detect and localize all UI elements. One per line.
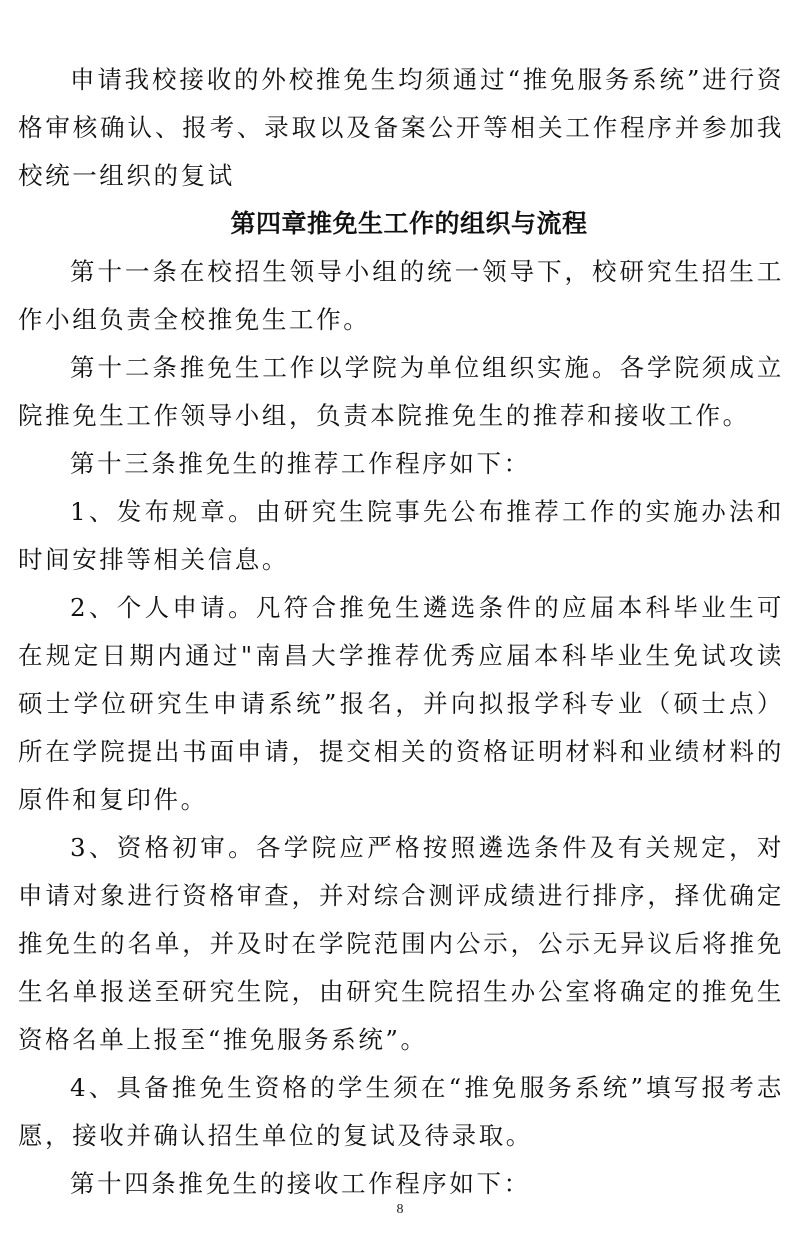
paragraph-item-4: 4、具备推免生资格的学生须在“推免服务系统”填写报考志愿，接收并确认招生单位的复试及待录取。	[18, 1073, 784, 1150]
paragraph-item-1: 1、发布规章。由研究生院事先公布推荐工作的实施办法和时间安排等相关信息。	[18, 497, 784, 574]
paragraph-intro: 申请我校接收的外校推免生均须通过“推免服务系统”进行资格审核确认、报考、录取以及备案公开等相关工作程序并参加我校统一组织的复试	[18, 65, 784, 190]
chapter-heading: 第四章推免生工作的组织与流程	[230, 209, 588, 238]
paragraph-article-12: 第十二条推免生工作以学院为单位组织实施。各学院须成立院推免生工作领导小组，负责本院推免生的推荐和接收工作。	[18, 353, 784, 430]
paragraph-article-14: 第十四条推免生的接收工作程序如下：	[70, 1169, 531, 1198]
paragraph-article-11: 第十一条在校招生领导小组的统一领导下，校研究生招生工作小组负责全校推免生工作。	[18, 257, 784, 334]
page-number: 8	[396, 1202, 404, 1217]
paragraph-item-2: 2、个人申请。凡符合推免生遴选条件的应届本科毕业生可在规定日期内通过"南昌大学推荐优秀应届本科毕业生免试攻读硕士学位研究生申请系统”报名，并向拟报学科专业（硕士点）所在学院提出书面申请，提交相关的资格证明材料和业绩材料的原件和复印件。	[18, 593, 784, 814]
paragraph-article-13: 第十三条推免生的推荐工作程序如下：	[70, 449, 531, 478]
document-body	[18, 56, 784, 1208]
paragraph-item-3: 3、资格初审。各学院应严格按照遴选条件及有关规定，对申请对象进行资格审查，并对综合测评成绩进行排序，择优确定推免生的名单，并及时在学院范围内公示，公示无异议后将推免生名单报送至研究生院，由研究生院招生办公室将确定的推免生资格名单上报至“推免服务系统”。	[18, 833, 784, 1054]
